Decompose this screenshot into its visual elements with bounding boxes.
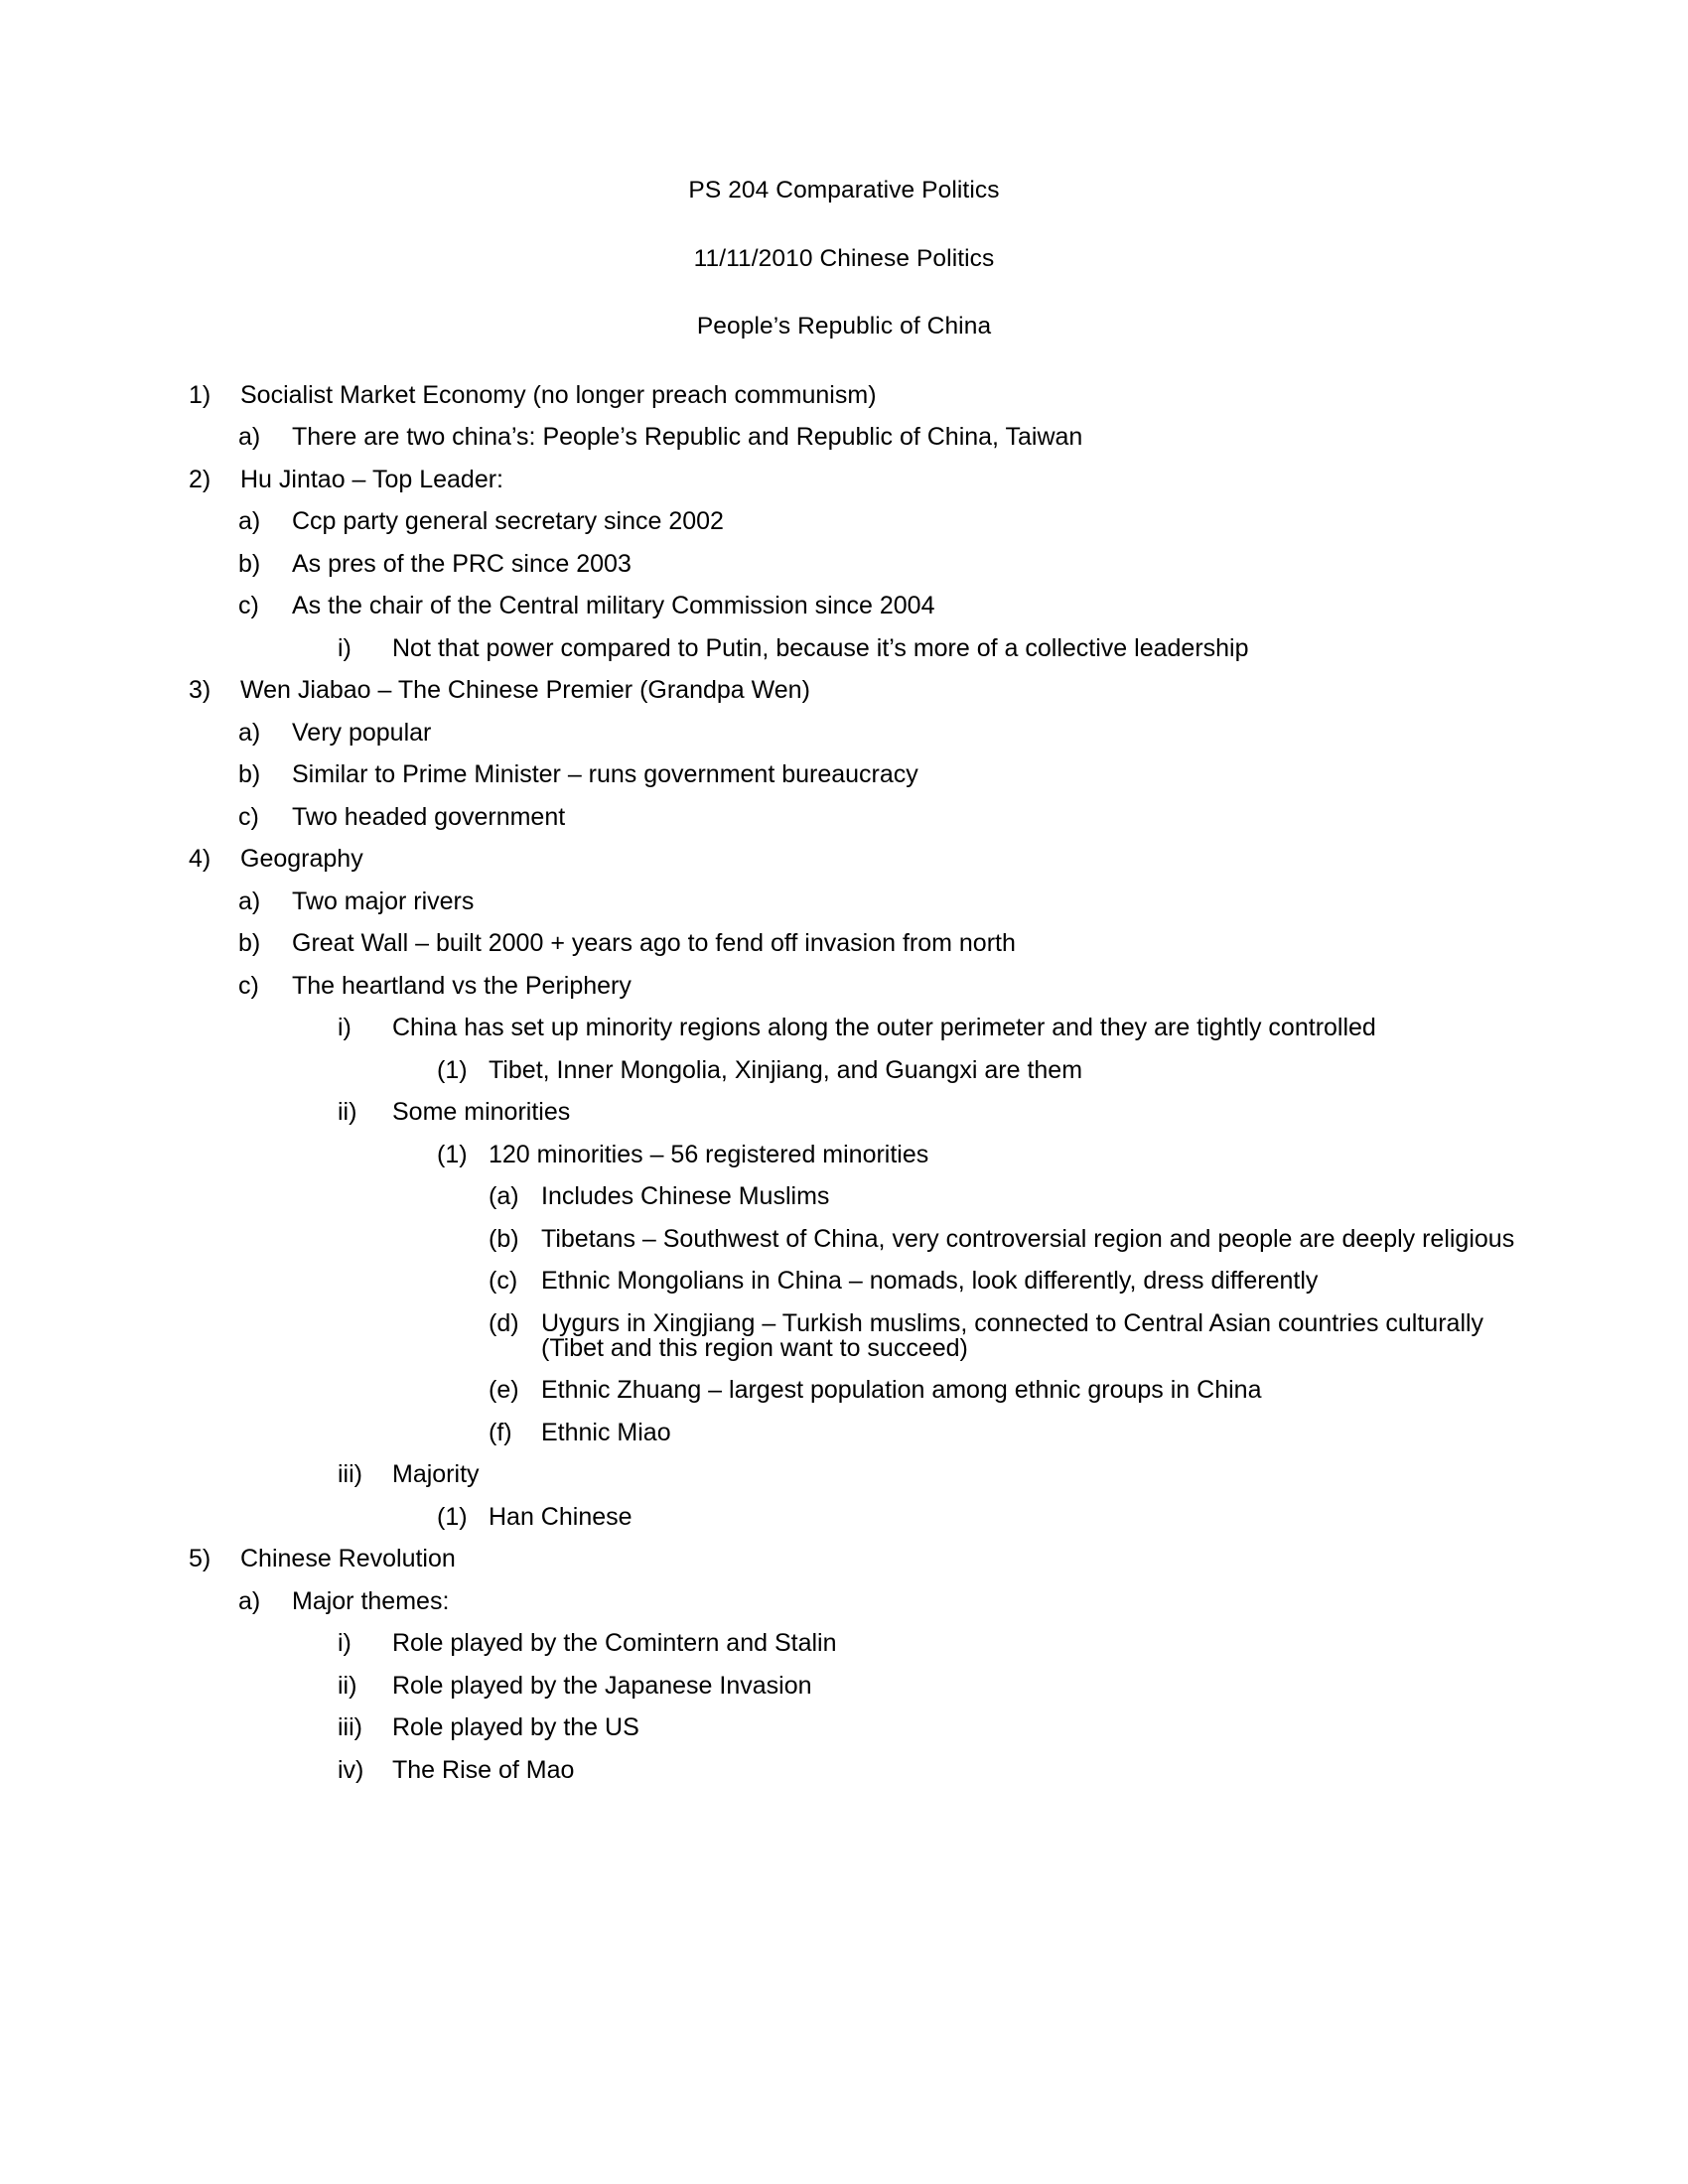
outline-marker: 2) bbox=[189, 465, 211, 493]
outline-marker: c) bbox=[238, 592, 259, 619]
outline-text: Tibet, Inner Mongolia, Xinjiang, and Guangxi are them bbox=[489, 1055, 1083, 1084]
outline-text: Great Wall – built 2000 + years ago to fend off invasion from north bbox=[292, 929, 1016, 957]
outline-marker: (1) bbox=[437, 1140, 468, 1168]
outline-item bbox=[338, 633, 1539, 662]
outline-item bbox=[489, 1308, 1539, 1362]
outline-list bbox=[149, 380, 1539, 1784]
outline-text: Two major rivers bbox=[292, 887, 475, 915]
outline-marker: ii) bbox=[338, 1098, 357, 1126]
outline-item bbox=[489, 1269, 1539, 1294]
outline-text: Ccp party general secretary since 2002 bbox=[292, 507, 724, 535]
outline-item bbox=[238, 802, 1539, 831]
outline-marker: a) bbox=[238, 1586, 261, 1615]
outline-marker: b) bbox=[238, 760, 261, 788]
outline-marker: i) bbox=[338, 1014, 352, 1041]
outline-item bbox=[189, 678, 1539, 703]
outline-item bbox=[338, 1100, 1539, 1125]
outline-marker: (a) bbox=[489, 1182, 519, 1210]
outline-text: Role played by the Japanese Invasion bbox=[392, 1671, 812, 1700]
outline-text: Geography bbox=[240, 845, 363, 873]
outline-text: Not that power compared to Putin, because it’s more of a collective leadership bbox=[392, 633, 1249, 662]
header-line-date-topic: 11/11/2010 Chinese Politics bbox=[693, 244, 995, 272]
outline-text: Uygurs in Xingjiang – Turkish muslims, connected to Central Asian countries culturally (Tibet and this region want to succeed) bbox=[541, 1308, 1484, 1362]
outline-text: Major themes: bbox=[292, 1586, 450, 1615]
outline-text: Majority bbox=[392, 1460, 480, 1488]
outline-marker: a) bbox=[238, 887, 261, 915]
outline-item bbox=[338, 1671, 1539, 1700]
outline-item bbox=[189, 1547, 1539, 1571]
outline-text: Chinese Revolution bbox=[240, 1545, 456, 1572]
outline-text: Ethnic Mongolians in China – nomads, look differently, dress differently bbox=[541, 1267, 1319, 1295]
outline-text: Role played by the Comintern and Stalin bbox=[392, 1629, 837, 1657]
outline-item bbox=[338, 1631, 1539, 1656]
outline-text: Some minorities bbox=[392, 1098, 571, 1126]
outline-item bbox=[189, 465, 1539, 493]
outline-item bbox=[338, 1016, 1539, 1040]
outline-text: Role played by the US bbox=[392, 1713, 639, 1741]
outline-item bbox=[238, 594, 1539, 618]
outline-item bbox=[437, 1055, 1539, 1084]
outline-item bbox=[238, 718, 1539, 747]
header-line-subtitle: People’s Republic of China bbox=[696, 313, 992, 340]
outline-marker: (b) bbox=[489, 1224, 519, 1253]
outline-item bbox=[437, 1502, 1539, 1531]
outline-text: Socialist Market Economy (no longer preach communism) bbox=[240, 380, 877, 409]
outline-text: 120 minorities – 56 registered minorities bbox=[489, 1140, 929, 1168]
outline-marker: 3) bbox=[189, 676, 211, 704]
outline-item bbox=[437, 1140, 1539, 1168]
outline-text: Han Chinese bbox=[489, 1502, 633, 1531]
outline-marker: c) bbox=[238, 802, 259, 831]
outline-item bbox=[189, 380, 1539, 409]
outline-item bbox=[489, 1378, 1539, 1403]
outline-marker: (1) bbox=[437, 1055, 468, 1084]
outline-marker: (f) bbox=[489, 1418, 512, 1446]
outline-text: Tibetans – Southwest of China, very controversial region and people are deeply religious bbox=[541, 1224, 1515, 1253]
outline-text: Very popular bbox=[292, 718, 432, 747]
outline-text: Wen Jiabao – The Chinese Premier (Grandpa Wen) bbox=[240, 676, 810, 704]
header-line-course: PS 204 Comparative Politics bbox=[688, 177, 1000, 204]
document-header bbox=[149, 179, 1539, 340]
outline-item bbox=[338, 1715, 1539, 1740]
outline-marker: b) bbox=[238, 549, 261, 578]
outline-item bbox=[189, 847, 1539, 872]
outline-item bbox=[238, 971, 1539, 1000]
outline-text: As pres of the PRC since 2003 bbox=[292, 549, 632, 578]
outline-marker: 4) bbox=[189, 845, 211, 873]
outline-text: Ethnic Miao bbox=[541, 1418, 671, 1446]
outline-marker: a) bbox=[238, 507, 261, 535]
outline-item bbox=[238, 509, 1539, 534]
outline-marker: i) bbox=[338, 633, 352, 662]
outline-marker: 1) bbox=[189, 380, 211, 409]
outline-item bbox=[338, 1755, 1539, 1784]
outline-marker: i) bbox=[338, 1629, 352, 1657]
outline-marker: c) bbox=[238, 971, 259, 1000]
outline-text: China has set up minority regions along the outer perimeter and they are tightly controlled bbox=[392, 1014, 1376, 1041]
outline-item bbox=[489, 1224, 1539, 1253]
outline-item bbox=[238, 1586, 1539, 1615]
outline-marker: iii) bbox=[338, 1713, 362, 1741]
outline-item bbox=[338, 1462, 1539, 1487]
outline-text: The heartland vs the Periphery bbox=[292, 971, 632, 1000]
outline-marker: ii) bbox=[338, 1671, 357, 1700]
outline-marker: (c) bbox=[489, 1267, 518, 1295]
outline-text: Includes Chinese Muslims bbox=[541, 1182, 830, 1210]
outline-item bbox=[238, 762, 1539, 787]
outline-item bbox=[238, 425, 1539, 450]
outline-marker: 5) bbox=[189, 1545, 211, 1572]
outline-marker: (e) bbox=[489, 1376, 519, 1404]
outline-text: Hu Jintao – Top Leader: bbox=[240, 465, 504, 493]
outline-marker: iii) bbox=[338, 1460, 362, 1488]
outline-marker: a) bbox=[238, 718, 261, 747]
outline-text: The Rise of Mao bbox=[392, 1755, 575, 1784]
outline-marker: a) bbox=[238, 423, 261, 451]
outline-item bbox=[238, 549, 1539, 578]
outline-text: Ethnic Zhuang – largest population among ethnic groups in China bbox=[541, 1376, 1262, 1404]
outline-item bbox=[238, 931, 1539, 956]
outline-text: As the chair of the Central military Commission since 2004 bbox=[292, 592, 935, 619]
outline-marker: (d) bbox=[489, 1308, 519, 1337]
outline-text: Similar to Prime Minister – runs government bureaucracy bbox=[292, 760, 918, 788]
outline-marker: (1) bbox=[437, 1502, 468, 1531]
outline-text: There are two china’s: People’s Republic and Republic of China, Taiwan bbox=[292, 423, 1083, 451]
outline-item bbox=[238, 889, 1539, 914]
outline-marker: b) bbox=[238, 929, 261, 957]
outline-marker: iv) bbox=[338, 1755, 364, 1784]
outline-text: Two headed government bbox=[292, 802, 566, 831]
outline-item bbox=[489, 1184, 1539, 1209]
outline-item bbox=[489, 1418, 1539, 1446]
